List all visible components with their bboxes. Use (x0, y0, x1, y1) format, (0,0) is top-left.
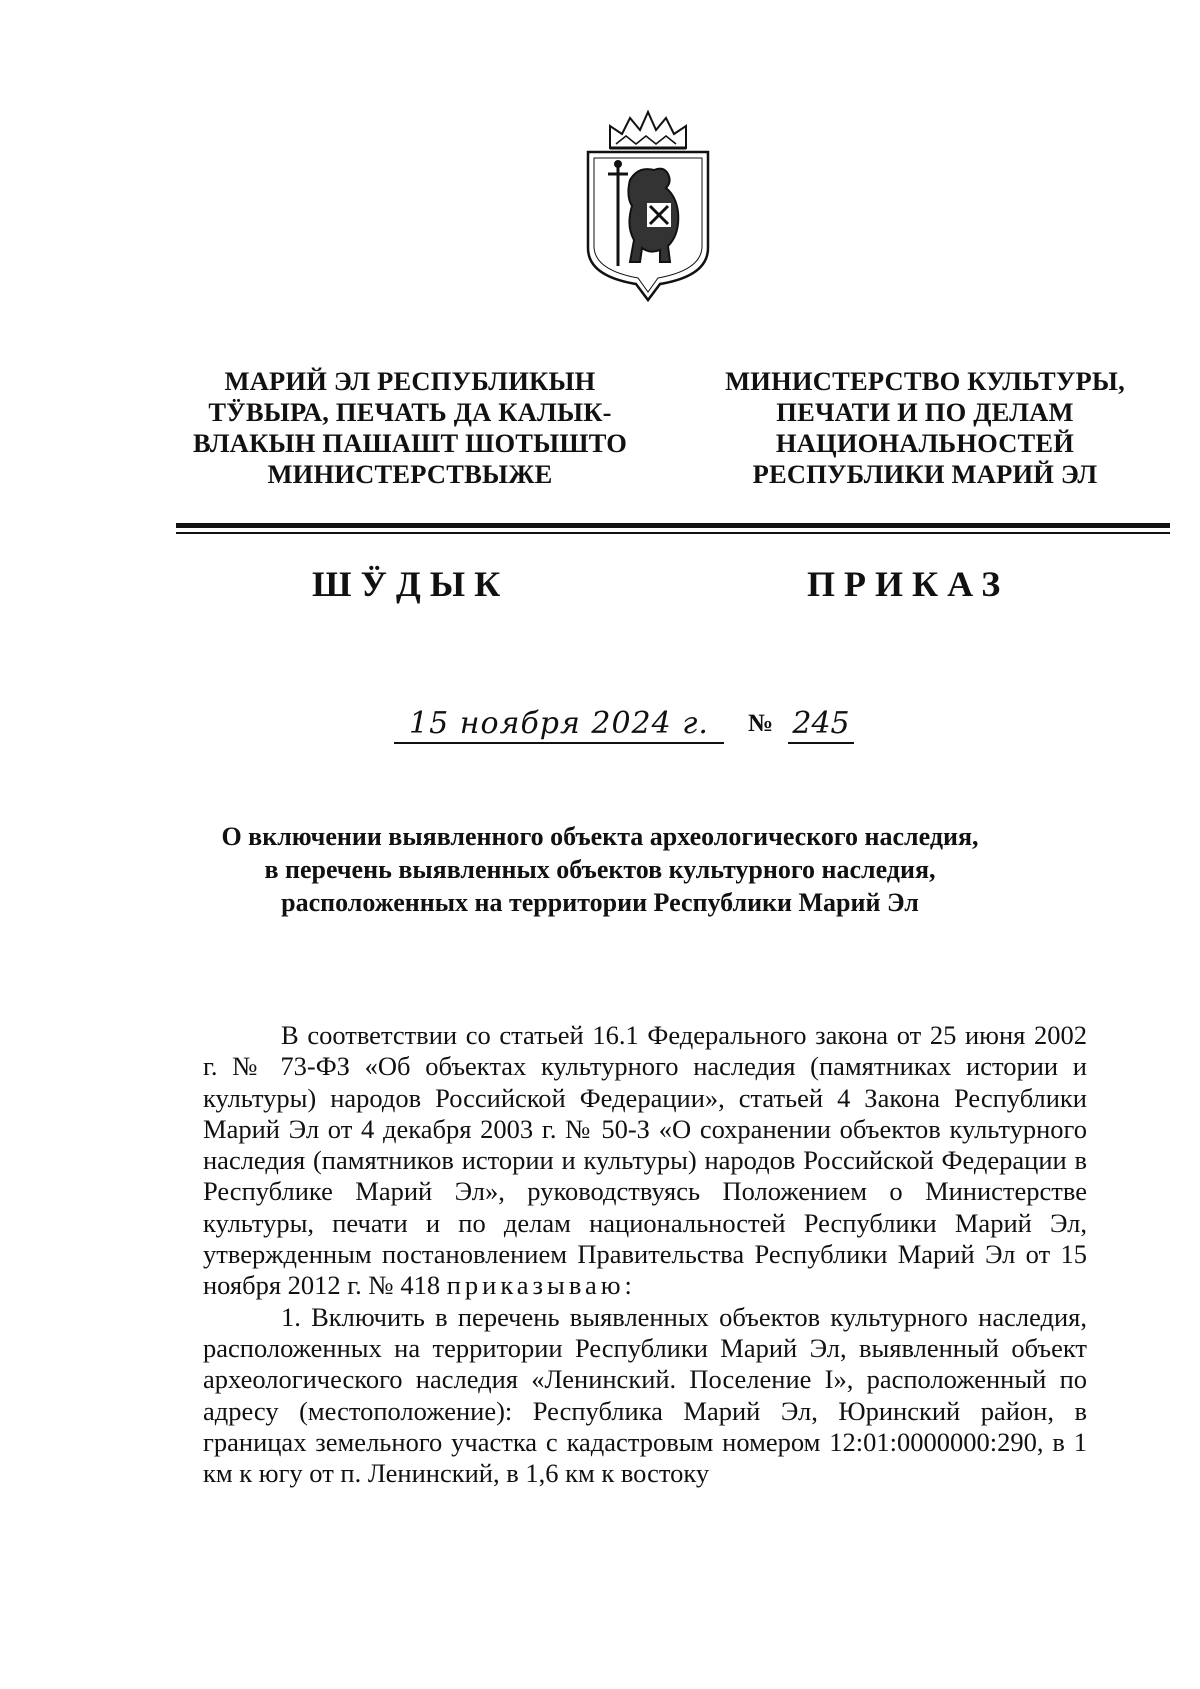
header-left-line: ВЛАКЫН ПАШАШТ ШОТЫШТО (192, 428, 628, 458)
doc-type-russian: ПРИКАЗ (807, 564, 1010, 604)
registration-line (394, 706, 854, 746)
header-right-line: ПЕЧАТИ И ПО ДЕЛАМ (776, 397, 1074, 427)
header-left-line: МИНИСТЕРСТВЫЖЕ (267, 459, 553, 489)
header-right-block (690, 366, 1160, 490)
title-line: в перечень выявленных объектов культурного наследия, (264, 855, 936, 884)
preamble-text: В соответствии со статьей 16.1 Федерального закона от 25 июня 2002 г. № 73-ФЗ «Об объектах культурного наследия (памятниках истории и культуры) народов Российской Федерации», статьей 4 Закона Республики Марий Эл от 4 декабря 2003 г. № 50-З «О сохранении объектов культурного наследия (памятников истории и культуры) народов Российской Федерации в Республике Марий Эл», руководствуясь Положением о Министерстве культуры, печати и по делам национальностей Республики Марий Эл, утвержденным постановлением Правительства Республики Марий Эл от 15 ноября 2012 г. № 418 (203, 1020, 1087, 1301)
body-paragraph-item-1: 1. Включить в перечень выявленных объектов культурного наследия, расположенных на территории Республики Марий Эл, выявленный объект археологического наследия «Ленинский. Поселение I», расположенный по адресу (местоположение): Республика Марий Эл, Юринский район, в границах земельного участка с кадастровым номером 12:01:0000000:290, в 1 км к югу от п. Ленинский, в 1,6 км к востоку (203, 1301, 1087, 1489)
header-divider-thick (176, 523, 1170, 528)
handwritten-number: 245 (788, 706, 854, 744)
coat-of-arms-emblem (580, 108, 716, 304)
title-line: О включении выявленного объекта археологического наследия, (221, 822, 979, 851)
document-body (203, 1020, 1087, 1489)
doc-type-mari: ШӰДЫК (312, 564, 510, 604)
body-paragraph-preamble (203, 1020, 1087, 1302)
title-line: расположенных на территории Республики Марий Эл (281, 888, 919, 917)
document-title (100, 820, 1100, 919)
order-word: приказываю: (446, 1270, 636, 1301)
header-divider-thin (176, 532, 1170, 534)
number-label: № (748, 710, 774, 737)
header-left-block (160, 366, 660, 490)
handwritten-date: 15 ноября 2024 г. (394, 706, 724, 744)
header-right-line: МИНИСТЕРСТВО КУЛЬТУРЫ, (725, 366, 1125, 396)
header-left-line: МАРИЙ ЭЛ РЕСПУБЛИКЫН (224, 366, 596, 396)
header-left-line: ТӰВЫРА, ПЕЧАТЬ ДА КАЛЫК- (208, 397, 612, 427)
header-right-line: РЕСПУБЛИКИ МАРИЙ ЭЛ (752, 459, 1098, 489)
header-right-line: НАЦИОНАЛЬНОСТЕЙ (775, 428, 1075, 458)
